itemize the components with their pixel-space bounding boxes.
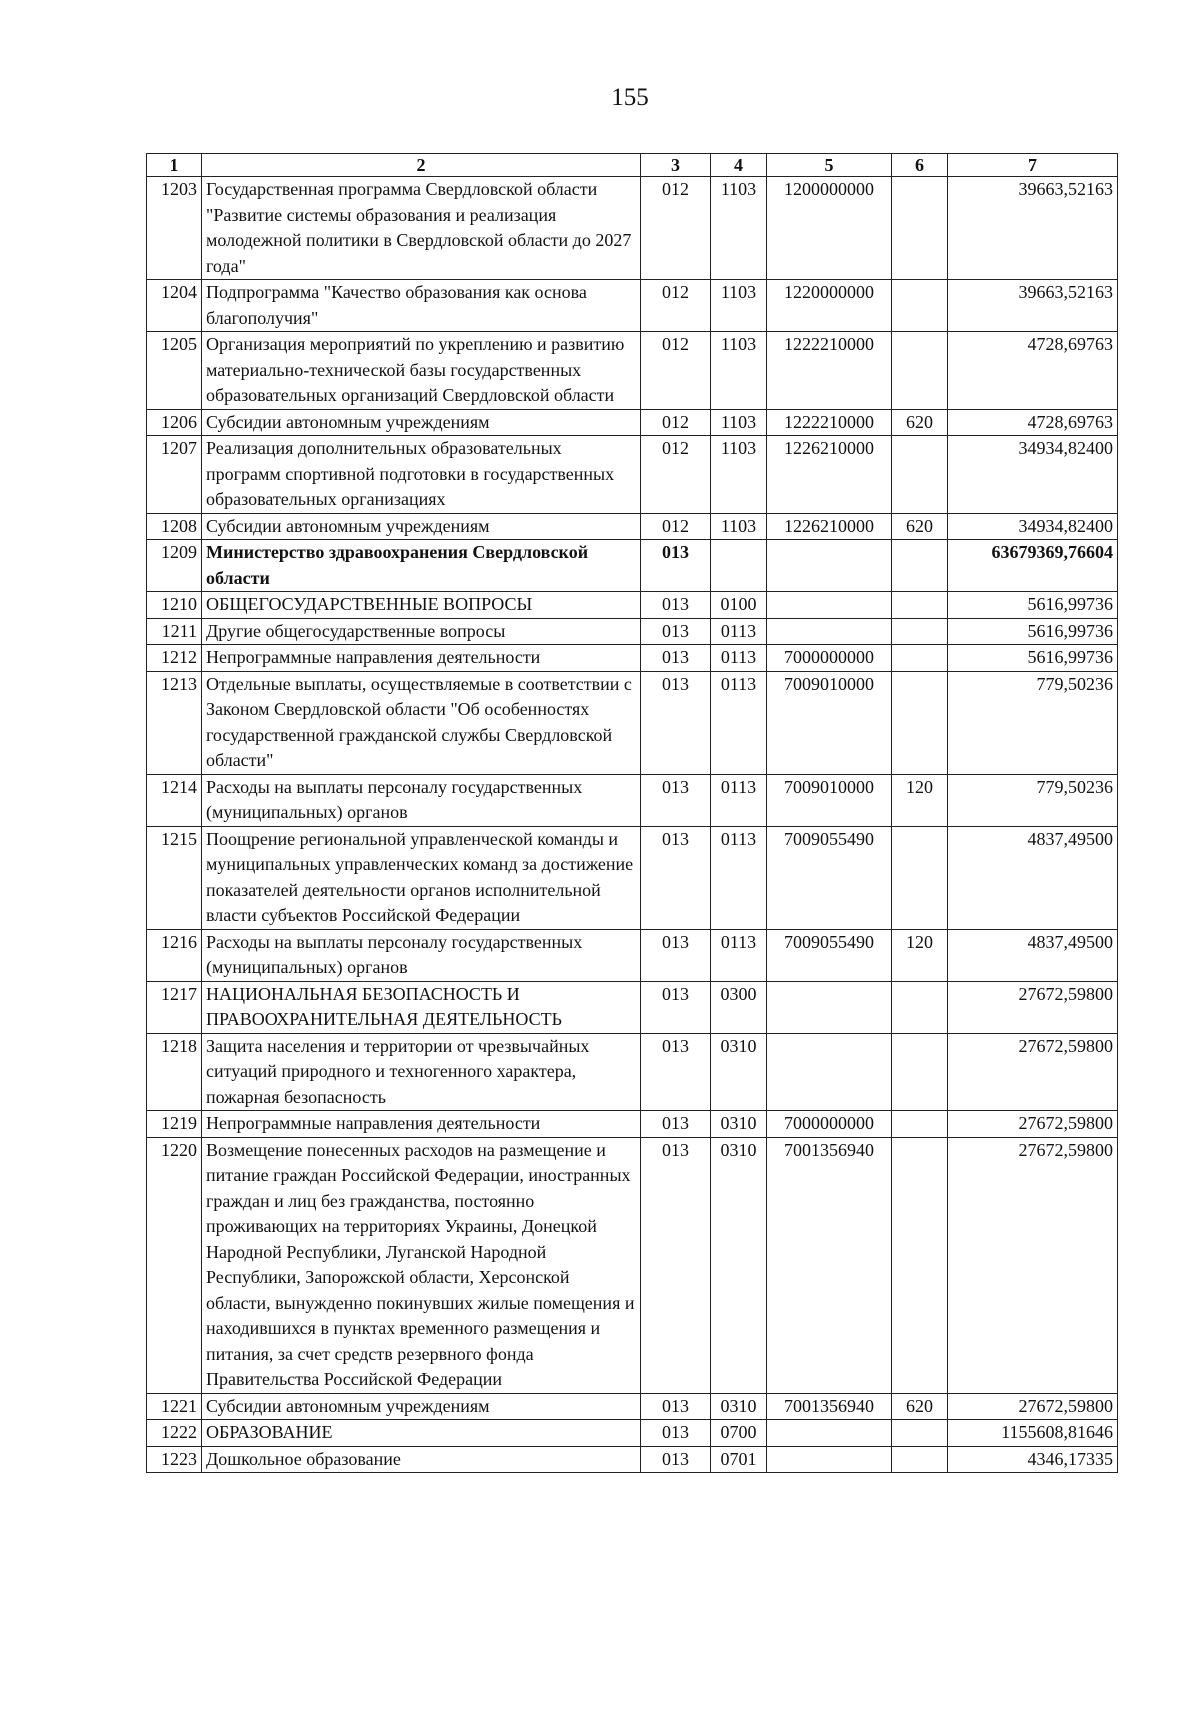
row-amount: 5616,99736 (948, 592, 1118, 619)
row-name: Отдельные выплаты, осуществляемые в соответствии с Законом Свердловской области "Об особенностях государственной гражданской службы Свердловской области" (202, 671, 641, 774)
row-code-4: 0113 (711, 774, 767, 826)
row-code-6: 120 (892, 929, 948, 981)
row-name: Поощрение региональной управленческой команды и муниципальных управленческих команд за достижение показателей деятельности органов исполнительной власти субъектов Российской Федерации (202, 826, 641, 929)
row-code-6 (892, 1111, 948, 1138)
row-amount: 34934,82400 (948, 513, 1118, 540)
table-row (147, 513, 1118, 540)
table-row (147, 409, 1118, 436)
row-code-5 (767, 592, 892, 619)
row-code-3: 013 (641, 1111, 711, 1138)
row-name: Организация мероприятий по укреплению и развитию материально-технической базы государственных образовательных организаций Свердловской области (202, 332, 641, 410)
row-code-4: 0113 (711, 929, 767, 981)
row-name: Министерство здравоохранения Свердловской области (202, 540, 641, 592)
row-code-5: 1222210000 (767, 409, 892, 436)
row-code-5: 7009010000 (767, 671, 892, 774)
header-row (147, 154, 1118, 177)
row-code-3: 013 (641, 645, 711, 672)
row-code-4: 0700 (711, 1420, 767, 1447)
row-code-5: 1222210000 (767, 332, 892, 410)
row-number: 1218 (147, 1033, 202, 1111)
row-code-5: 1226210000 (767, 436, 892, 514)
row-code-3: 013 (641, 1420, 711, 1447)
row-code-6 (892, 671, 948, 774)
row-code-6: 620 (892, 1393, 948, 1420)
row-number: 1207 (147, 436, 202, 514)
row-code-3: 012 (641, 280, 711, 332)
row-amount: 4837,49500 (948, 826, 1118, 929)
row-code-3: 013 (641, 981, 711, 1033)
row-number: 1217 (147, 981, 202, 1033)
row-code-6 (892, 981, 948, 1033)
row-code-4: 0310 (711, 1111, 767, 1138)
row-code-4: 0113 (711, 645, 767, 672)
row-code-3: 012 (641, 409, 711, 436)
row-code-5: 7001356940 (767, 1137, 892, 1393)
table-row (147, 436, 1118, 514)
row-amount: 4837,49500 (948, 929, 1118, 981)
table-row (147, 774, 1118, 826)
row-code-4: 0100 (711, 592, 767, 619)
row-amount: 5616,99736 (948, 618, 1118, 645)
row-code-5: 1220000000 (767, 280, 892, 332)
table-row (147, 1446, 1118, 1473)
row-amount: 39663,52163 (948, 280, 1118, 332)
row-number: 1204 (147, 280, 202, 332)
row-amount: 27672,59800 (948, 1033, 1118, 1111)
row-code-6 (892, 540, 948, 592)
header-col-6: 6 (892, 154, 948, 177)
row-number: 1214 (147, 774, 202, 826)
row-amount: 4346,17335 (948, 1446, 1118, 1473)
row-code-5 (767, 1033, 892, 1111)
row-code-6 (892, 826, 948, 929)
row-number: 1206 (147, 409, 202, 436)
header-col-7: 7 (948, 154, 1118, 177)
row-name: Расходы на выплаты персоналу государственных (муниципальных) органов (202, 774, 641, 826)
row-amount: 63679369,76604 (948, 540, 1118, 592)
row-number: 1209 (147, 540, 202, 592)
table-row (147, 645, 1118, 672)
row-code-6 (892, 592, 948, 619)
row-code-3: 012 (641, 436, 711, 514)
row-code-4: 0113 (711, 618, 767, 645)
row-code-3: 013 (641, 826, 711, 929)
row-code-6: 620 (892, 409, 948, 436)
table-row (147, 826, 1118, 929)
row-number: 1216 (147, 929, 202, 981)
row-code-5 (767, 618, 892, 645)
row-code-4: 0113 (711, 826, 767, 929)
row-amount: 5616,99736 (948, 645, 1118, 672)
row-code-5: 7009055490 (767, 929, 892, 981)
row-code-4: 0300 (711, 981, 767, 1033)
row-number: 1205 (147, 332, 202, 410)
table-row (147, 332, 1118, 410)
row-code-4: 1103 (711, 177, 767, 280)
row-code-5: 7009055490 (767, 826, 892, 929)
row-name: ОБЩЕГОСУДАРСТВЕННЫЕ ВОПРОСЫ (202, 592, 641, 619)
row-code-4: 1103 (711, 436, 767, 514)
row-amount: 779,50236 (948, 671, 1118, 774)
row-name: НАЦИОНАЛЬНАЯ БЕЗОПАСНОСТЬ И ПРАВООХРАНИТЕЛЬНАЯ ДЕЯТЕЛЬНОСТЬ (202, 981, 641, 1033)
row-code-3: 013 (641, 618, 711, 645)
row-code-3: 013 (641, 540, 711, 592)
row-name: Подпрограмма "Качество образования как основа благополучия" (202, 280, 641, 332)
row-name: Реализация дополнительных образовательных программ спортивной подготовки в государственных образовательных организациях (202, 436, 641, 514)
row-code-6 (892, 645, 948, 672)
row-name: Непрограммные направления деятельности (202, 645, 641, 672)
row-code-4: 0113 (711, 671, 767, 774)
table-body (147, 177, 1118, 1473)
table-row (147, 618, 1118, 645)
table-row (147, 280, 1118, 332)
row-number: 1213 (147, 671, 202, 774)
row-code-6 (892, 1420, 948, 1447)
header-col-4: 4 (711, 154, 767, 177)
row-code-4: 1103 (711, 409, 767, 436)
row-amount: 27672,59800 (948, 1393, 1118, 1420)
row-amount: 4728,69763 (948, 409, 1118, 436)
row-amount: 39663,52163 (948, 177, 1118, 280)
budget-table (146, 153, 1118, 1473)
row-code-3: 012 (641, 513, 711, 540)
row-code-5 (767, 1420, 892, 1447)
table-row (147, 1111, 1118, 1138)
row-code-4: 0310 (711, 1137, 767, 1393)
row-name: Расходы на выплаты персоналу государственных (муниципальных) органов (202, 929, 641, 981)
row-name: Субсидии автономным учреждениям (202, 1393, 641, 1420)
row-code-4 (711, 540, 767, 592)
row-code-6 (892, 1446, 948, 1473)
row-code-6 (892, 177, 948, 280)
row-code-3: 012 (641, 332, 711, 410)
table-row (147, 177, 1118, 280)
row-code-3: 013 (641, 1137, 711, 1393)
row-number: 1211 (147, 618, 202, 645)
row-code-5: 7001356940 (767, 1393, 892, 1420)
row-amount: 27672,59800 (948, 1111, 1118, 1138)
table-row (147, 1393, 1118, 1420)
row-code-5: 7000000000 (767, 645, 892, 672)
row-code-6 (892, 618, 948, 645)
row-code-3: 012 (641, 177, 711, 280)
header-col-5: 5 (767, 154, 892, 177)
row-code-6 (892, 436, 948, 514)
row-amount: 779,50236 (948, 774, 1118, 826)
row-code-6: 120 (892, 774, 948, 826)
row-code-6: 620 (892, 513, 948, 540)
row-number: 1212 (147, 645, 202, 672)
row-number: 1210 (147, 592, 202, 619)
table-row (147, 540, 1118, 592)
row-code-4: 1103 (711, 280, 767, 332)
row-name: Государственная программа Свердловской области "Развитие системы образования и реализация молодежной политики в Свердловской области до 2027 года" (202, 177, 641, 280)
row-code-5: 1200000000 (767, 177, 892, 280)
row-code-5: 1226210000 (767, 513, 892, 540)
row-code-3: 013 (641, 1033, 711, 1111)
row-number: 1208 (147, 513, 202, 540)
row-code-6 (892, 1137, 948, 1393)
header-col-3: 3 (641, 154, 711, 177)
row-code-4: 1103 (711, 332, 767, 410)
table-row (147, 1137, 1118, 1393)
row-code-5 (767, 1446, 892, 1473)
row-code-6 (892, 332, 948, 410)
row-amount: 27672,59800 (948, 981, 1118, 1033)
table-row (147, 1420, 1118, 1447)
row-code-3: 013 (641, 671, 711, 774)
row-code-3: 013 (641, 1393, 711, 1420)
row-number: 1203 (147, 177, 202, 280)
header-col-1: 1 (147, 154, 202, 177)
table-row (147, 1033, 1118, 1111)
row-number: 1219 (147, 1111, 202, 1138)
row-number: 1220 (147, 1137, 202, 1393)
row-code-5 (767, 981, 892, 1033)
row-number: 1221 (147, 1393, 202, 1420)
row-amount: 27672,59800 (948, 1137, 1118, 1393)
row-name: Другие общегосударственные вопросы (202, 618, 641, 645)
row-code-3: 013 (641, 929, 711, 981)
row-number: 1215 (147, 826, 202, 929)
page-number: 155 (611, 84, 649, 111)
table-row (147, 592, 1118, 619)
row-code-5 (767, 540, 892, 592)
row-code-3: 013 (641, 592, 711, 619)
row-code-4: 0310 (711, 1393, 767, 1420)
row-amount: 1155608,81646 (948, 1420, 1118, 1447)
row-name: Субсидии автономным учреждениям (202, 513, 641, 540)
row-amount: 4728,69763 (948, 332, 1118, 410)
row-code-5: 7009010000 (767, 774, 892, 826)
row-number: 1223 (147, 1446, 202, 1473)
table-row (147, 981, 1118, 1033)
row-name: Возмещение понесенных расходов на размещение и питание граждан Российской Федерации, иностранных граждан и лиц без гражданства, постоянно проживающих на территориях Украины, Донецкой Народной Республики, Луганской Народной Республики, Запорожской области, Херсонской области, вынужденно покинувших жилые помещения и находившихся в пунктах временного размещения и питания, за счет средств резервного фонда Правительства Российской Федерации (202, 1137, 641, 1393)
header-col-2: 2 (202, 154, 641, 177)
row-code-4: 0310 (711, 1033, 767, 1111)
row-amount: 34934,82400 (948, 436, 1118, 514)
row-code-3: 013 (641, 774, 711, 826)
table-row (147, 929, 1118, 981)
row-name: ОБРАЗОВАНИЕ (202, 1420, 641, 1447)
row-number: 1222 (147, 1420, 202, 1447)
row-name: Непрограммные направления деятельности (202, 1111, 641, 1138)
row-code-6 (892, 1033, 948, 1111)
row-code-4: 1103 (711, 513, 767, 540)
row-name: Субсидии автономным учреждениям (202, 409, 641, 436)
row-code-4: 0701 (711, 1446, 767, 1473)
row-name: Дошкольное образование (202, 1446, 641, 1473)
row-code-3: 013 (641, 1446, 711, 1473)
row-code-6 (892, 280, 948, 332)
table-row (147, 671, 1118, 774)
row-code-5: 7000000000 (767, 1111, 892, 1138)
row-name: Защита населения и территории от чрезвычайных ситуаций природного и техногенного характера, пожарная безопасность (202, 1033, 641, 1111)
